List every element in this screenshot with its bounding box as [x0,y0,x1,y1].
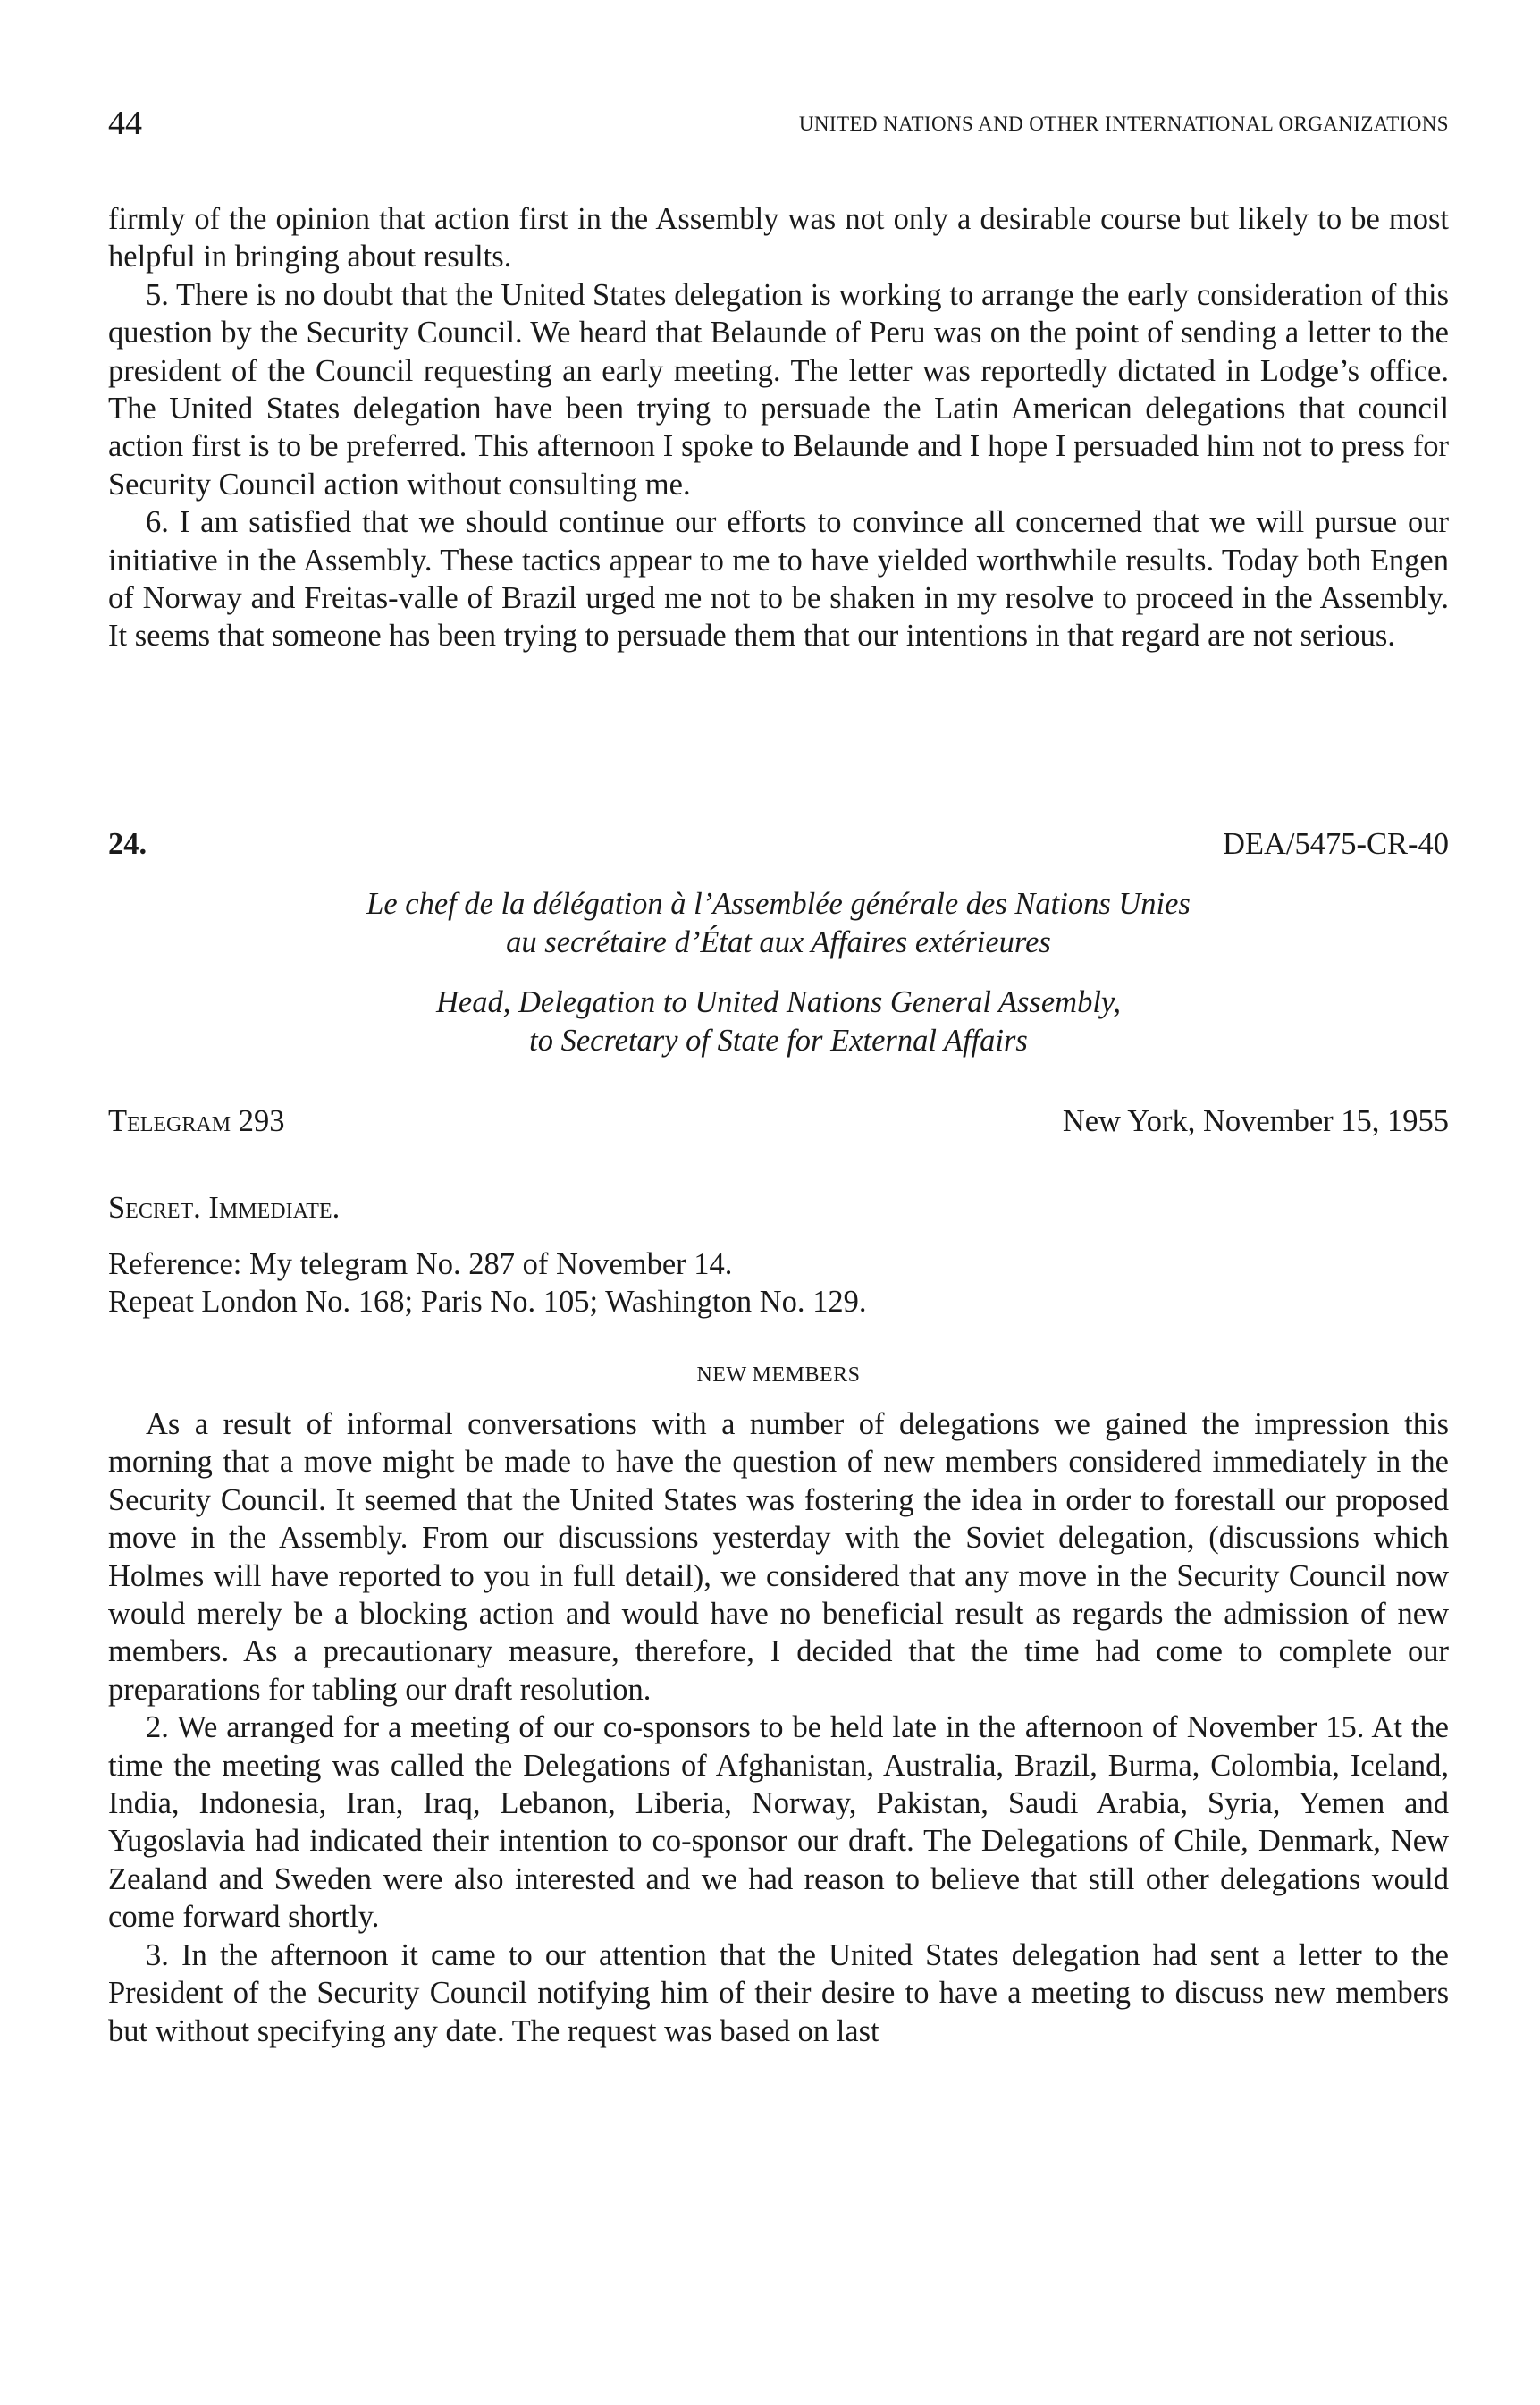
telegram-paragraph-1: As a result of informal conversations with a number of delegations we gained the impression this morning that a move might be made to have the question of new members considered immediately in the Security Council. It seemed that the United States was fostering the idea in order to forestall our proposed move in the Assembly. From our discussions yesterday with the Soviet delegation, (discussions which Holmes will have reported to you in full detail), we considered that any move in the Security Council now would merely be a blocking action and would have no beneficial result as regards the admission of new members. As a precautionary measure, therefore, I decided that the time had come to complete our preparations for tabling our draft resolution. [108,1407,1449,1707]
document-number: 24. [108,827,147,861]
continuation-text [108,200,1449,655]
english-title [108,983,1449,1060]
subject-heading: NEW MEMBERS [696,1363,861,1387]
place-date: New York, November 15, 1955 [1062,1104,1449,1138]
running-head: UNITED NATIONS AND OTHER INTERNATIONAL ORGANIZATIONS [798,113,1449,135]
document-heading [108,827,1449,872]
french-title [108,885,1449,962]
telegram-number: Telegram 293 [108,1104,285,1138]
references [108,1245,866,1321]
telegram-paragraph-3: 3. In the afternoon it came to our attention that the United States delegation had sent a letter to the President of the Security Council notifying him of their desire to have a meeting to discuss new members but without specifying any date. The request was based on last [108,1937,1449,2048]
page-header [108,104,1449,148]
french-title-line-1: Le chef de la délégation à l’Assemblée générale des Nations Unies [366,887,1191,921]
paragraph-5: 5. There is no doubt that the United States delegation is working to arrange the early consideration of this question by the Security Council. We heard that Belaunde of Peru was on the point of sending a letter to the president of the Council requesting an early meeting. The letter was reportedly dictated in Lodge’s office. The United States delegation have been trying to persuade the Latin American delegations that council action first is to be preferred. This afternoon I spoke to Belaunde and I hope I persuaded him not to press for Security Council action without consulting me. [108,277,1449,502]
french-title-line-2: au secrétaire d’État aux Affaires extérieures [506,925,1051,959]
page-number: 44 [108,105,142,142]
repeat-line: Repeat London No. 168; Paris No. 105; Washington No. 129. [108,1285,867,1319]
file-reference: DEA/5475-CR-40 [1223,827,1449,861]
classification: Secret. Immediate. [108,1191,341,1225]
reference-line: Reference: My telegram No. 287 of November 14. [108,1247,733,1281]
telegram-body [108,1405,1449,2050]
english-title-line-1: Head, Delegation to United Nations General Assembly, [436,985,1121,1019]
paragraph-6: 6. I am satisfied that we should continue our efforts to convince all concerned that we will pursue our initiative in the Assembly. These tactics appear to me to have yielded worthwhile results. Today both Engen of Norway and Freitas-valle of Brazil urged me not to be shaken in my resolve to proceed in the Assembly. It seems that someone has been trying to persuade them that our intentions in that regard are not serious. [108,505,1449,654]
continuation-paragraph: firmly of the opinion that action first in the Assembly was not only a desirable course but likely to be most helpful in bringing about results. [108,202,1449,274]
telegram-paragraph-2: 2. We arranged for a meeting of our co-sponsors to be held late in the afternoon of November 15. At the time the meeting was called the Delegations of Afghanistan, Australia, Brazil, Burma, Colombia, Iceland, India, Indonesia, Iran, Iraq, Lebanon, Liberia, Norway, Pakistan, Saudi Arabia, Syria, Yemen and Yugoslavia had indicated their intention to co-sponsor our draft. The Delegations of Chile, Denmark, New Zealand and Sweden were also interested and we had reason to believe that still other delegations would come forward shortly. [108,1710,1449,1935]
telegram-line [108,1104,1449,1149]
english-title-line-2: to Secretary of State for External Affairs [529,1024,1028,1058]
